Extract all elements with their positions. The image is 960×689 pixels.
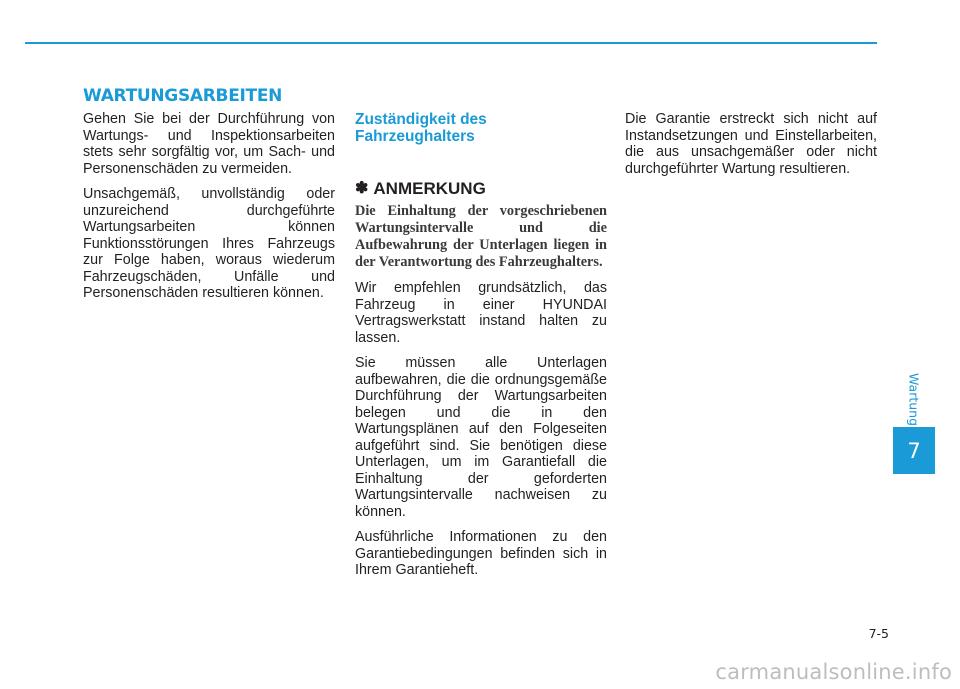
paragraph: Sie müssen alle Unterlagen aufbewahren, die die ordnungsgemäße Durchführung der Wartungsarbeiten belegen und die in den Wartungsplänen auf den Folgeseiten aufgeführt sind. Sie benötigen diese Unterlagen, um im Garantiefall die Einhaltung der geforderten Wartungsintervalle nachweisen zu können. xyxy=(355,355,607,520)
top-divider xyxy=(25,42,877,44)
asterisk-icon: ✽ xyxy=(355,180,369,197)
note-heading xyxy=(355,179,607,199)
note-text: Die Einhaltung der vorgeschriebenen Wartungsintervalle und die Aufbewahrung der Unterlagen liegen in der Verantwortung des Fahrzeughalters. xyxy=(355,203,607,270)
watermark: carmanualsonline.info xyxy=(715,660,952,684)
column-2 xyxy=(355,111,607,588)
paragraph: Ausführliche Informationen zu den Garantiebedingungen befinden sich in Ihrem Garantieheft. xyxy=(355,529,607,578)
page-number: 7-5 xyxy=(868,626,889,641)
chapter-tab: 7 xyxy=(893,427,935,474)
paragraph: Unsachgemäß, unvollständig oder unzureichend durchgeführte Wartungsarbeiten können Funktionsstörungen Ihres Fahrzeugs zur Folge haben, woraus wiederum Fahrzeugschäden, Unfälle und Personenschäden resultieren können. xyxy=(83,186,335,301)
paragraph: Wir empfehlen grundsätzlich, das Fahrzeug in einer HYUNDAI Vertragswerkstatt instand halten zu lassen. xyxy=(355,280,607,346)
paragraph: Die Garantie erstreckt sich nicht auf Instandsetzungen und Einstellarbeiten, die aus unsachgemäßer oder nicht durchgeführter Wartung resultieren. xyxy=(625,111,877,177)
column-1 xyxy=(83,111,335,311)
subheading: Zuständigkeit des Fahrzeughalters xyxy=(355,111,487,145)
section-title: WARTUNGSARBEITEN xyxy=(83,86,283,106)
column-3 xyxy=(625,111,877,186)
note-title: ANMERKUNG xyxy=(373,179,486,198)
paragraph: Gehen Sie bei der Durchführung von Wartungs- und Inspektionsarbeiten stets sehr sorgfältig vor, um Sach- und Personenschäden zu vermeiden. xyxy=(83,111,335,177)
chapter-label: Wartung xyxy=(906,373,922,427)
